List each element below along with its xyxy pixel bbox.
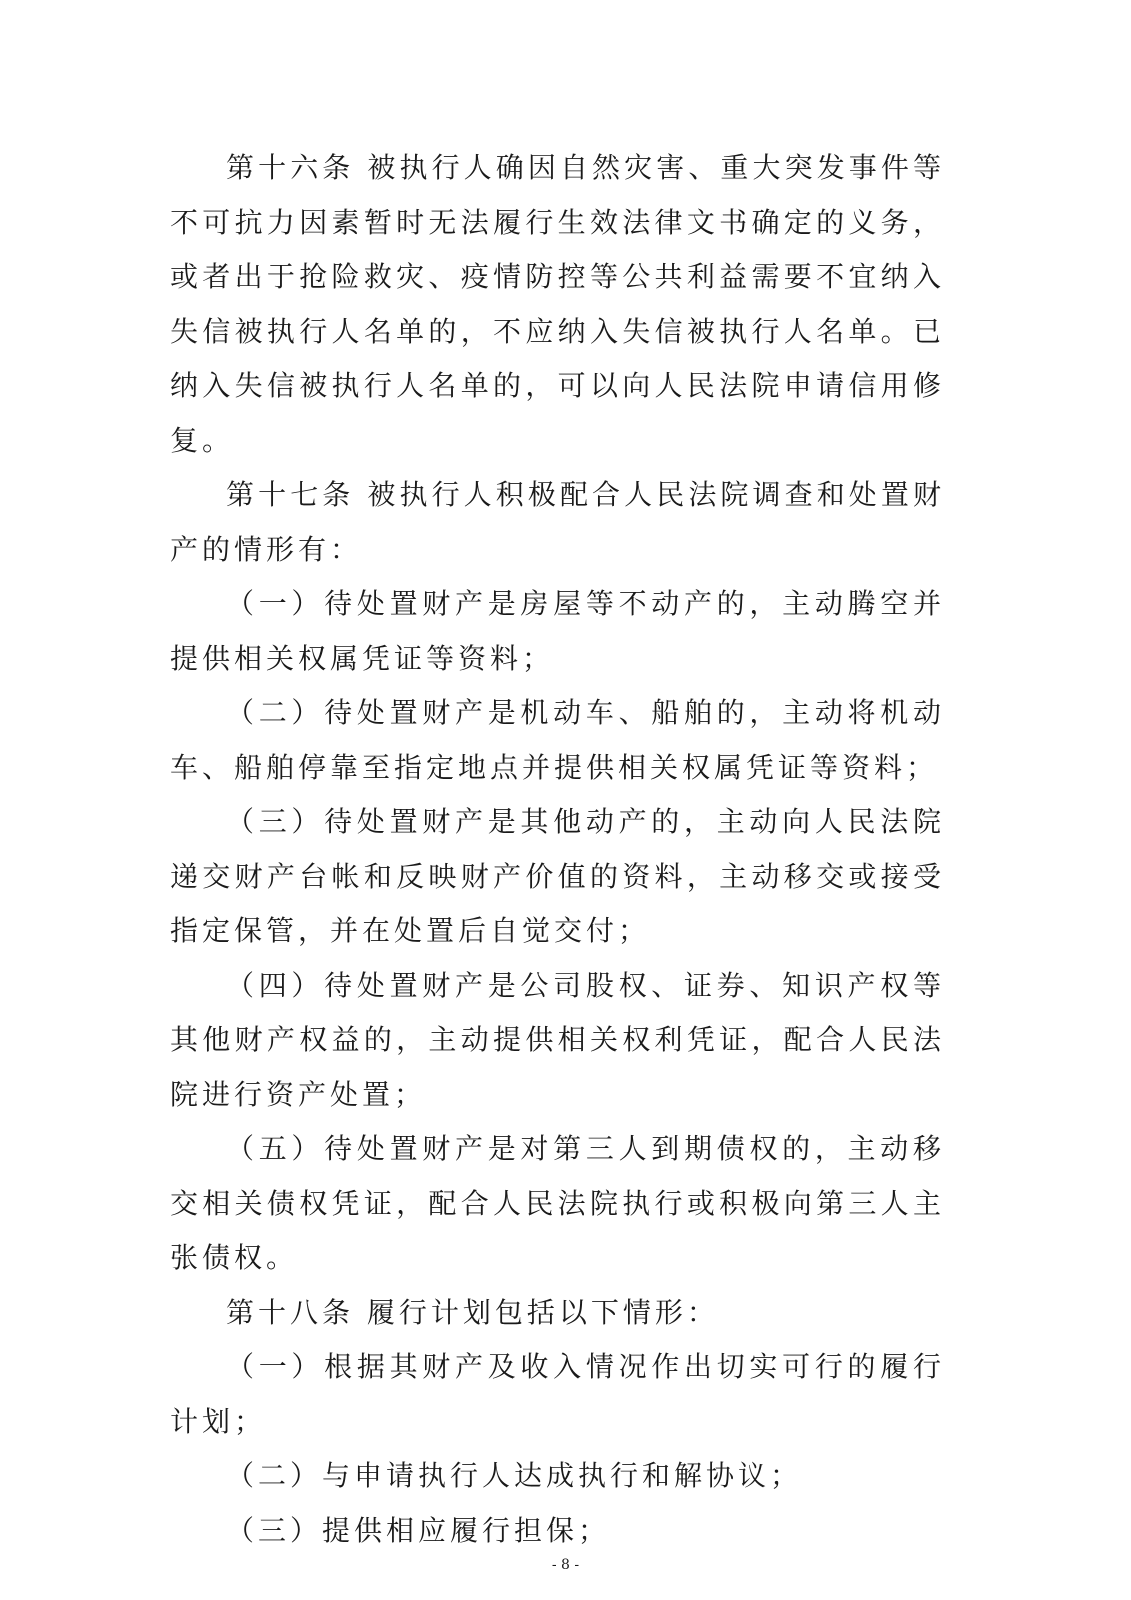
list-item-18-1: （一）根据其财产及收入情况作出切实可行的履行计划； (170, 1350, 945, 1438)
paragraph-article-17: 第十七条 被执行人积极配合人民法院调查和处置财产的情形有： (170, 478, 945, 566)
list-item-18-2: （二）与申请执行人达成执行和解协议； (226, 1459, 803, 1492)
list-item-18-3: （三）提供相应履行担保； (226, 1513, 611, 1547)
page-number: - 8 - (551, 1557, 580, 1573)
list-item-17-3: （三）待处置财产是其他动产的，主动向人民法院递交财产台帐和反映财产价值的资料，主动移交或接受指定保管，并在处置后自觉交付； (170, 805, 945, 947)
list-item-17-2: （二）待处置财产是机动车、船舶的，主动将机动车、船舶停靠至指定地点并提供相关权属凭证等资料； (170, 696, 945, 784)
list-item-17-5: （五）待处置财产是对第三人到期债权的，主动移交相关债权凭证，配合人民法院执行或积极向第三人主张债权。 (170, 1132, 945, 1274)
paragraph-article-16: 第十六条 被执行人确因自然灾害、重大突发事件等不可抗力因素暂时无法履行生效法律文书确定的义务，或者出于抢险救灾、疫情防控等公共利益需要不宜纳入失信被执行人名单的，不应纳入失信被执行人名单。已纳入失信被执行人名单的，可以向人民法院申请信用修复。 (170, 151, 945, 457)
body-text (170, 141, 945, 1558)
list-item-17-4: （四）待处置财产是公司股权、证券、知识产权等其他财产权益的，主动提供相关权利凭证，配合人民法院进行资产处置； (170, 968, 945, 1111)
list-item-17-1: （一）待处置财产是房屋等不动产的，主动腾空并提供相关权属凭证等资料； (170, 587, 945, 675)
paragraph-article-18: 第十八条 履行计划包括以下情形： (226, 1295, 719, 1329)
